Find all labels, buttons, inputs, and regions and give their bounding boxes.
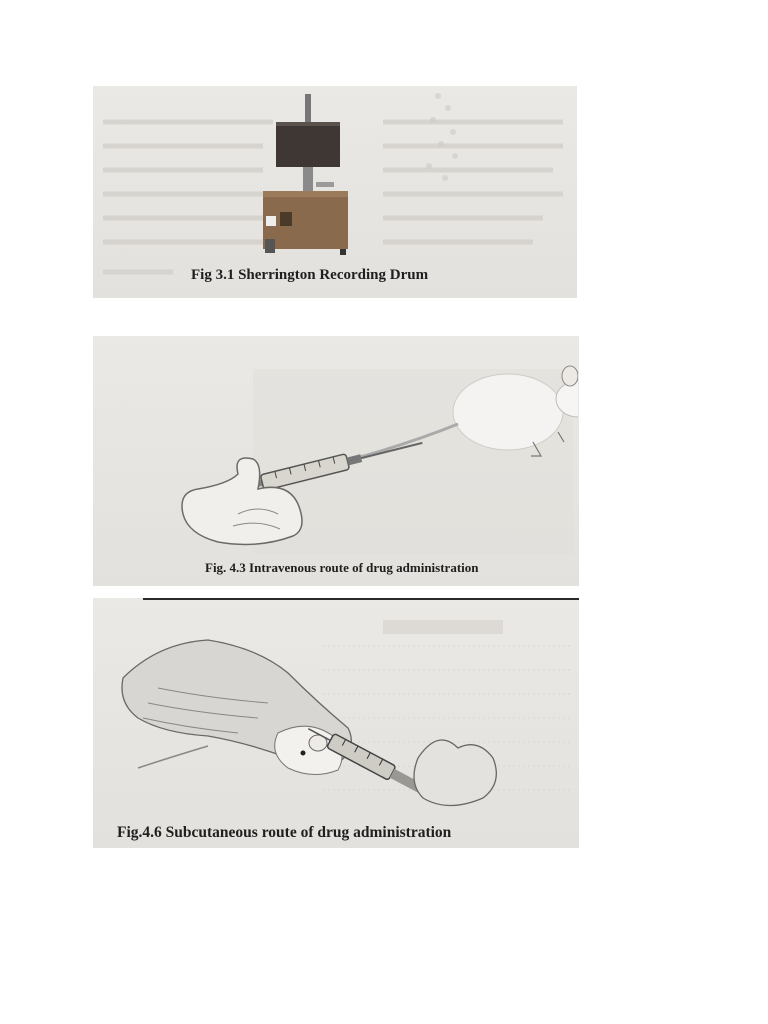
figure-4-3-caption: Fig. 4.3 Intravenous route of drug administration [205,560,479,575]
mouse-iv-injection-illustration [178,364,578,554]
sherrington-drum-image [258,94,358,259]
figure-4-6-caption: Fig.4.6 Subcutaneous route of drug administration [117,824,452,841]
figure-4-3-panel [93,336,579,586]
figure-3-1-caption: Fig 3.1 Sherrington Recording Drum [191,267,429,283]
figure-3-1-panel [93,86,577,298]
figure-4-6-panel [93,598,579,848]
mouse-subcutaneous-injection-illustration [118,618,568,823]
